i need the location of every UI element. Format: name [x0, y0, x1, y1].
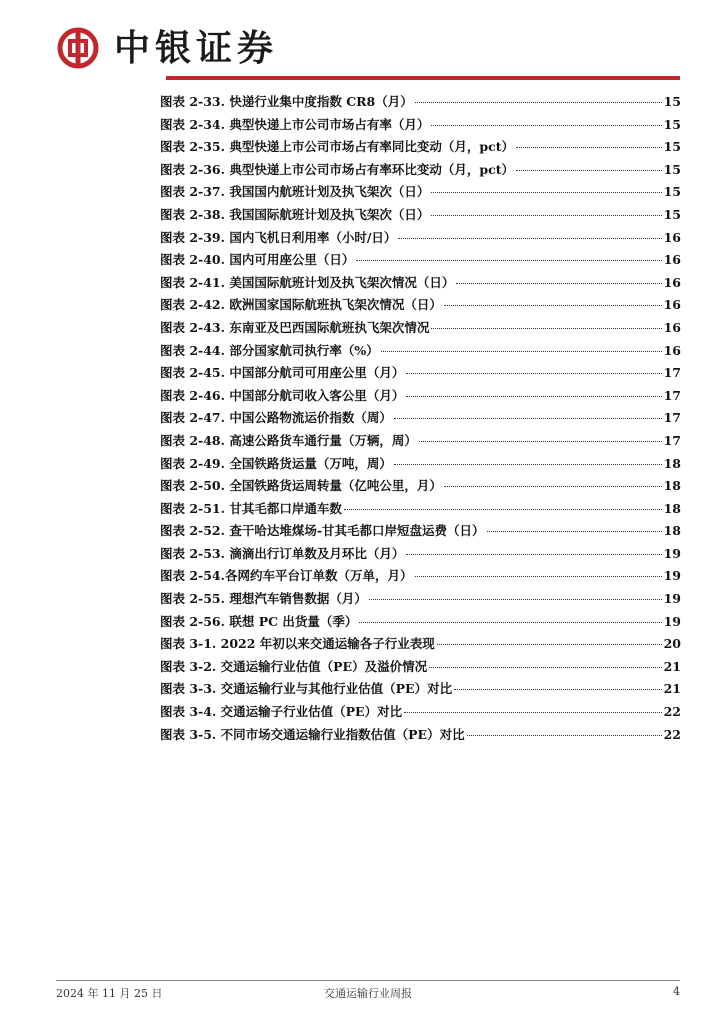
toc-entry-page: 16: [663, 229, 681, 245]
table-of-figures: [160, 92, 681, 747]
toc-entry[interactable]: [160, 137, 681, 160]
toc-entry-label: 图表 2-40. 国内可用座公里（日）: [160, 252, 355, 268]
toc-entry[interactable]: [160, 725, 681, 748]
toc-dot-leader: [454, 689, 662, 690]
toc-entry-label: 图表 2-56. 联想 PC 出货量（季）: [160, 613, 358, 629]
header-rule: [166, 76, 680, 80]
toc-entry-page: 22: [663, 726, 681, 742]
brand-name: 中银证券: [114, 27, 279, 69]
toc-dot-leader: [419, 441, 662, 442]
toc-dot-leader: [444, 486, 662, 487]
toc-entry-label: 图表 2-33. 快递行业集中度指数 CR8（月）: [160, 94, 413, 109]
toc-entry[interactable]: [160, 318, 681, 341]
toc-entry-page: 17: [663, 387, 681, 403]
toc-entry[interactable]: [160, 205, 681, 228]
toc-entry[interactable]: [160, 499, 681, 522]
toc-entry-label: 图表 3-1. 2022 年初以来交通运输各子行业表现: [160, 636, 435, 652]
toc-entry-page: 16: [663, 274, 681, 290]
toc-entry-label: 图表 2-37. 我国国内航班计划及执飞架次（日）: [160, 184, 430, 200]
toc-entry-label: 图表 3-3. 交通运输行业与其他行业估值（PE）对比: [160, 681, 453, 697]
toc-entry[interactable]: [160, 341, 681, 364]
toc-entry[interactable]: [160, 115, 681, 138]
toc-entry[interactable]: [160, 634, 681, 657]
toc-entry-page: 19: [663, 545, 681, 561]
toc-entry-page: 21: [663, 681, 681, 697]
toc-entry[interactable]: [160, 228, 681, 251]
toc-entry-page: 16: [663, 342, 681, 358]
toc-entry-label: 图表 3-5. 不同市场交通运输行业指数估值（PE）对比: [160, 726, 465, 742]
toc-entry-label: 图表 2-55. 理想汽车销售数据（月）: [160, 591, 367, 607]
toc-entry[interactable]: [160, 612, 681, 635]
toc-entry[interactable]: [160, 408, 681, 431]
footer-page-number: 4: [673, 985, 680, 998]
toc-entry-label: 图表 2-41. 美国国际航班计划及执飞架次情况（日）: [160, 274, 455, 290]
toc-dot-leader: [369, 599, 662, 600]
toc-entry[interactable]: [160, 657, 681, 680]
toc-entry-page: 15: [663, 116, 681, 132]
toc-dot-leader: [344, 509, 662, 510]
toc-entry-label: 图表 2-54.各网约车平台订单数（万单，月）: [160, 568, 413, 584]
toc-entry-page: 15: [663, 184, 681, 200]
toc-entry-page: 19: [663, 613, 681, 629]
toc-entry[interactable]: [160, 160, 681, 183]
toc-entry[interactable]: [160, 182, 681, 205]
toc-entry-page: 19: [663, 591, 681, 607]
toc-entry[interactable]: [160, 702, 681, 725]
toc-dot-leader: [406, 396, 661, 397]
toc-entry[interactable]: [160, 589, 681, 612]
toc-entry[interactable]: [160, 92, 681, 115]
footer-report-title: 交通运输行业周报: [324, 987, 412, 1000]
toc-entry-label: 图表 2-36. 典型快递上市公司市场占有率环比变动（月，pct）: [160, 161, 514, 177]
toc-entry-page: 18: [663, 523, 681, 539]
toc-entry-label: 图表 2-44. 部分国家航司执行率（%）: [160, 342, 379, 358]
toc-entry[interactable]: [160, 363, 681, 386]
toc-entry-label: 图表 2-50. 全国铁路货运周转量（亿吨公里，月）: [160, 478, 442, 494]
toc-dot-leader: [487, 531, 662, 532]
toc-entry[interactable]: [160, 521, 681, 544]
toc-entry-page: 18: [663, 478, 681, 494]
toc-entry-label: 图表 2-52. 查干哈达堆煤场-甘其毛都口岸短盘运费（日）: [160, 523, 485, 539]
toc-dot-leader: [456, 283, 661, 284]
toc-dot-leader: [429, 667, 662, 668]
toc-entry[interactable]: [160, 679, 681, 702]
toc-dot-leader: [437, 644, 662, 645]
toc-dot-leader: [404, 712, 662, 713]
toc-dot-leader: [415, 576, 662, 577]
toc-entry-label: 图表 2-49. 全国铁路货运量（万吨，周）: [160, 455, 392, 471]
toc-entry-page: 17: [663, 365, 681, 381]
toc-dot-leader: [431, 328, 661, 329]
toc-entry-label: 图表 3-2. 交通运输行业估值（PE）及溢价情况: [160, 658, 428, 674]
toc-entry-label: 图表 2-35. 典型快递上市公司市场占有率同比变动（月，pct）: [160, 139, 514, 155]
toc-entry-label: 图表 2-39. 国内飞机日利用率（小时/日）: [160, 229, 397, 245]
toc-entry-page: 16: [663, 319, 681, 335]
toc-dot-leader: [431, 125, 661, 126]
toc-dot-leader: [516, 147, 662, 148]
toc-entry-label: 图表 2-48. 高速公路货车通行量（万辆，周）: [160, 432, 417, 448]
toc-entry[interactable]: [160, 250, 681, 273]
toc-entry-label: 图表 3-4. 交通运输子行业估值（PE）对比: [160, 704, 403, 720]
toc-dot-leader: [431, 215, 661, 216]
toc-entry-page: 22: [663, 704, 681, 720]
toc-entry-page: 17: [663, 410, 681, 426]
toc-entry[interactable]: [160, 454, 681, 477]
toc-dot-leader: [381, 351, 662, 352]
toc-entry-page: 18: [663, 500, 681, 516]
page-header: [56, 26, 680, 76]
toc-entry-page: 16: [663, 252, 681, 268]
toc-entry[interactable]: [160, 431, 681, 454]
toc-dot-leader: [516, 170, 662, 171]
toc-dot-leader: [394, 418, 662, 419]
toc-dot-leader: [406, 554, 661, 555]
page-footer: [56, 980, 680, 1000]
toc-entry-label: 图表 2-34. 典型快递上市公司市场占有率（月）: [160, 116, 430, 132]
toc-entry-label: 图表 2-53. 滴滴出行订单数及月环比（月）: [160, 545, 405, 561]
toc-entry[interactable]: [160, 476, 681, 499]
toc-entry-page: 15: [663, 161, 681, 177]
toc-entry-label: 图表 2-46. 中国部分航司收入客公里（月）: [160, 387, 405, 403]
toc-entry-page: 19: [663, 568, 681, 584]
toc-dot-leader: [467, 735, 662, 736]
toc-dot-leader: [415, 102, 662, 103]
toc-dot-leader: [394, 464, 662, 465]
toc-entry-label: 图表 2-43. 东南亚及巴西国际航班执飞架次情况: [160, 319, 430, 335]
toc-entry-page: 15: [663, 139, 681, 155]
toc-entry-page: 16: [663, 297, 681, 313]
toc-entry-label: 图表 2-38. 我国国际航班计划及执飞架次（日）: [160, 206, 430, 222]
bank-of-china-logo-icon: [56, 26, 100, 70]
toc-entry-page: 15: [663, 206, 681, 222]
toc-entry[interactable]: [160, 295, 681, 318]
toc-entry[interactable]: [160, 386, 681, 409]
toc-dot-leader: [359, 622, 661, 623]
toc-entry-label: 图表 2-47. 中国公路物流运价指数（周）: [160, 410, 392, 426]
toc-entry-page: 20: [663, 636, 681, 652]
toc-entry-page: 18: [663, 455, 681, 471]
toc-entry-page: 17: [663, 432, 681, 448]
toc-entry[interactable]: [160, 566, 681, 589]
toc-entry[interactable]: [160, 544, 681, 567]
toc-entry[interactable]: [160, 273, 681, 296]
toc-dot-leader: [431, 192, 661, 193]
toc-entry-page: 21: [663, 658, 681, 674]
toc-dot-leader: [406, 373, 661, 374]
toc-dot-leader: [444, 305, 662, 306]
toc-entry-label: 图表 2-42. 欧洲国家国际航班执飞架次情况（日）: [160, 297, 442, 313]
toc-entry-label: 图表 2-45. 中国部分航司可用座公里（月）: [160, 365, 405, 381]
toc-entry-page: 15: [663, 94, 681, 109]
toc-entry-label: 图表 2-51. 甘其毛都口岸通车数: [160, 500, 342, 516]
footer-date: 2024 年 11 月 25 日: [56, 987, 163, 1000]
toc-dot-leader: [398, 238, 661, 239]
toc-dot-leader: [356, 260, 661, 261]
